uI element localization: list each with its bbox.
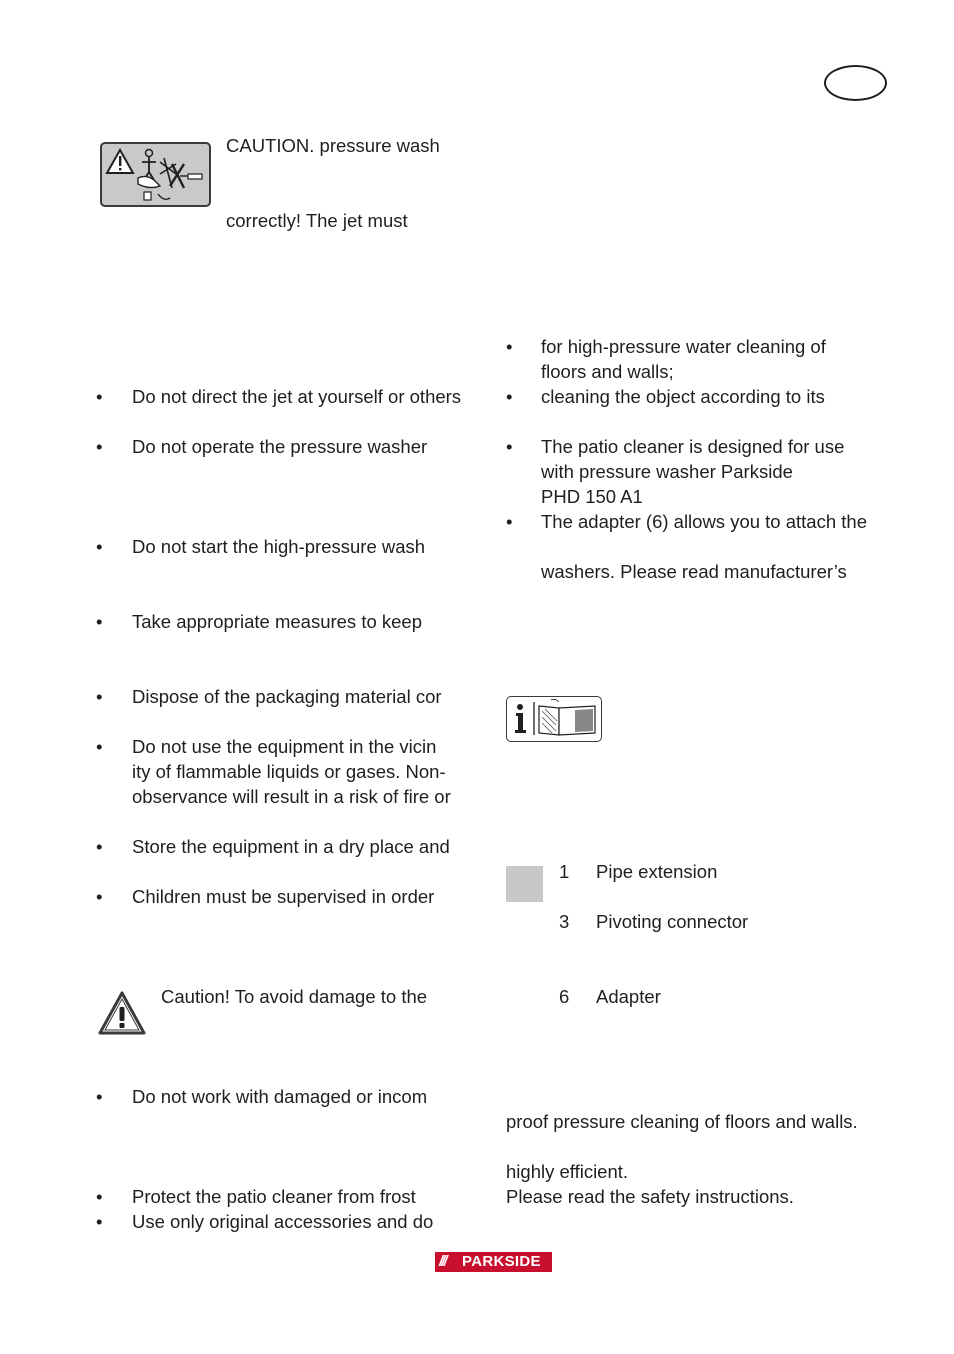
bullet-marker: •: [96, 1086, 103, 1107]
part-number: 3: [559, 911, 570, 932]
list-item: Take appropriate measures to keep: [132, 611, 423, 632]
paragraph-line: Please read the safety instructions.: [506, 1186, 794, 1207]
list-item: cleaning the object according to its: [541, 386, 825, 407]
list-item-continuation: washers. Please read manufacturer’s: [541, 561, 847, 582]
list-item: Protect the patio cleaner from frost: [132, 1186, 416, 1207]
part-number: 6: [559, 986, 570, 1007]
caution-note: Caution! To avoid damage to the: [161, 986, 428, 1007]
list-item: The adapter (6) allows you to attach the: [541, 511, 867, 532]
caution-triangle-icon: [97, 990, 147, 1036]
list-item: Do not direct the jet at yourself or others: [132, 386, 462, 407]
list-item: Do not operate the pressure washer: [132, 436, 428, 457]
list-item: for high-pressure water cleaning of: [541, 336, 826, 357]
list-item: The patio cleaner is designed for use: [541, 436, 845, 457]
paragraph-line: highly efficient.: [506, 1161, 629, 1182]
parkside-logo: /// PARKSIDE: [435, 1252, 552, 1272]
bullet-marker: •: [96, 1211, 103, 1232]
bullet-marker: •: [506, 386, 513, 407]
list-item: Use only original accessories and do: [132, 1211, 434, 1232]
language-marker: [824, 65, 887, 101]
bullet-marker: •: [96, 686, 103, 707]
bullet-marker: •: [506, 336, 513, 357]
part-name: Pipe extension: [596, 861, 718, 882]
bullet-marker: •: [96, 611, 103, 632]
bullet-marker: •: [96, 736, 103, 757]
part-name: Adapter: [596, 986, 661, 1007]
list-item-continuation: with pressure washer Parkside: [541, 461, 793, 482]
list-item-continuation: floors and walls;: [541, 361, 674, 382]
warning-pictogram-icon: [100, 142, 211, 207]
list-item-continuation: observance will result in a risk of fire or: [132, 786, 451, 807]
list-item-continuation: PHD 150 A1: [541, 486, 643, 507]
bullet-marker: •: [96, 886, 103, 907]
bullet-marker: •: [506, 436, 513, 457]
bullet-marker: •: [96, 536, 103, 557]
list-item-continuation: ity of flammable liquids or gases. Non-: [132, 761, 446, 782]
part-name: Pivoting connector: [596, 911, 749, 932]
part-number: 1: [559, 861, 570, 882]
list-item: Dispose of the packaging material cor: [132, 686, 442, 707]
warning-text-line-1: CAUTION. pressure wash: [226, 135, 440, 156]
list-item: Do not work with damaged or incom: [132, 1086, 428, 1107]
list-item: Children must be supervised in order: [132, 886, 435, 907]
bullet-marker: •: [96, 386, 103, 407]
bullet-marker: •: [96, 1186, 103, 1207]
warning-text-line-2: correctly! The jet must: [226, 210, 408, 231]
bullet-marker: •: [96, 836, 103, 857]
paragraph-line: proof pressure cleaning of floors and walls.: [506, 1111, 858, 1132]
section-marker-square: [506, 866, 543, 902]
list-item: Do not use the equipment in the vicin: [132, 736, 437, 757]
list-item: Do not start the high-pressure wash: [132, 536, 426, 557]
bullet-marker: •: [96, 436, 103, 457]
list-item: Store the equipment in a dry place and: [132, 836, 450, 857]
bullet-marker: •: [506, 511, 513, 532]
info-manual-icon: [506, 696, 602, 742]
